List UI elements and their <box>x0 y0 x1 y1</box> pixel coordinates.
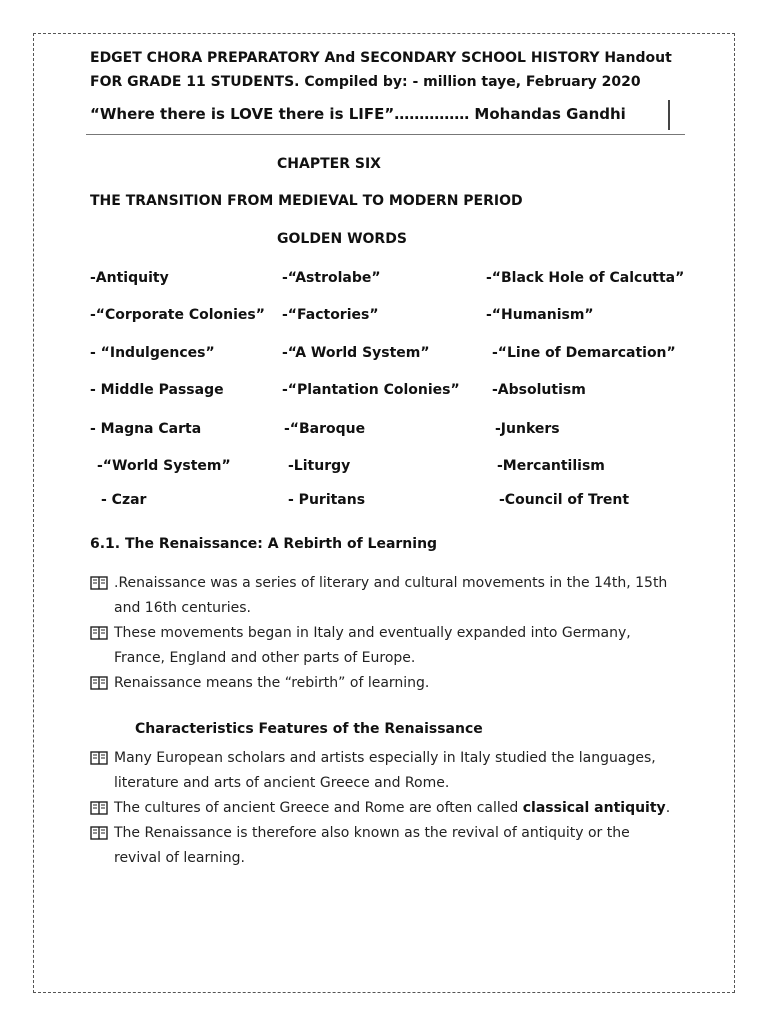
characteristics-heading: Characteristics Features of the Renaissance <box>135 721 483 737</box>
golden-words-title: GOLDEN WORDS <box>277 231 407 247</box>
renaissance-bullets <box>90 571 680 696</box>
list-item <box>90 821 680 871</box>
list-item <box>90 621 680 671</box>
golden-word: -Liturgy <box>288 458 351 474</box>
list-item <box>90 746 680 796</box>
golden-word: -“Black Hole of Calcutta” <box>486 270 685 286</box>
golden-word: -Mercantilism <box>497 458 605 474</box>
golden-word: - Middle Passage <box>90 382 224 398</box>
golden-word: -“Astrolabe” <box>282 270 381 286</box>
golden-word: -“Factories” <box>282 307 379 323</box>
golden-word: -“Baroque <box>284 421 366 437</box>
gandhi-quote: “Where there is LOVE there is LIFE”…………… Mohandas Gandhi <box>90 100 670 130</box>
handout-header <box>90 46 680 94</box>
golden-word: -Absolutism <box>492 382 586 398</box>
golden-word: - Puritans <box>288 492 366 508</box>
golden-word: -“Humanism” <box>486 307 594 323</box>
bold-term: classical antiquity <box>522 800 666 816</box>
golden-word: -Antiquity <box>90 270 169 286</box>
chapter-number: CHAPTER SIX <box>277 156 381 172</box>
chapter-title: THE TRANSITION FROM MEDIEVAL TO MODERN PERIOD <box>90 193 523 209</box>
bullet-text: .Renaissance was a series of literary and cultural movements in the 14th, 15th and 16th centuries. <box>114 575 668 616</box>
characteristics-bullets <box>90 746 680 871</box>
golden-word: - Magna Carta <box>90 421 202 437</box>
list-item <box>90 671 680 696</box>
header-line-2: FOR GRADE 11 STUDENTS. Compiled by: - million taye, February 2020 <box>90 74 641 90</box>
open-book-icon <box>90 751 108 765</box>
open-book-icon <box>90 826 108 840</box>
header-line-1: EDGET CHORA PREPARATORY And SECONDARY SCHOOL HISTORY Handout <box>90 50 672 66</box>
bullet-text: Many European scholars and artists especially in Italy studied the languages, literature and arts of ancient Greece and Rome. <box>114 750 656 791</box>
bullet-text: The cultures of ancient Greece and Rome are often called <box>114 800 523 816</box>
bullet-text: The Renaissance is therefore also known as the revival of antiquity or the revival of learning. <box>114 825 630 866</box>
golden-word: - “Indulgences” <box>90 345 215 361</box>
open-book-icon <box>90 801 108 815</box>
golden-word: -“A World System” <box>282 345 430 361</box>
section-heading: 6.1. The Renaissance: A Rebirth of Learning <box>90 536 438 552</box>
golden-word: - Czar <box>101 492 147 508</box>
golden-word: -“World System” <box>97 458 231 474</box>
golden-word: -Junkers <box>495 421 560 437</box>
open-book-icon <box>90 576 108 590</box>
open-book-icon <box>90 676 108 690</box>
list-item <box>90 571 680 621</box>
golden-word: -“Line of Demarcation” <box>492 345 676 361</box>
list-item <box>90 796 680 821</box>
open-book-icon <box>90 626 108 640</box>
golden-word: -“Corporate Colonies” <box>90 307 265 323</box>
golden-word: -Council of Trent <box>499 492 630 508</box>
bullet-text-end: . <box>665 800 671 816</box>
bullet-text: These movements began in Italy and eventually expanded into Germany, France, England and other parts of Europe. <box>114 625 631 666</box>
header-divider <box>86 134 685 135</box>
bullet-text: Renaissance means the “rebirth” of learning. <box>114 675 430 691</box>
golden-word: -“Plantation Colonies” <box>282 382 460 398</box>
